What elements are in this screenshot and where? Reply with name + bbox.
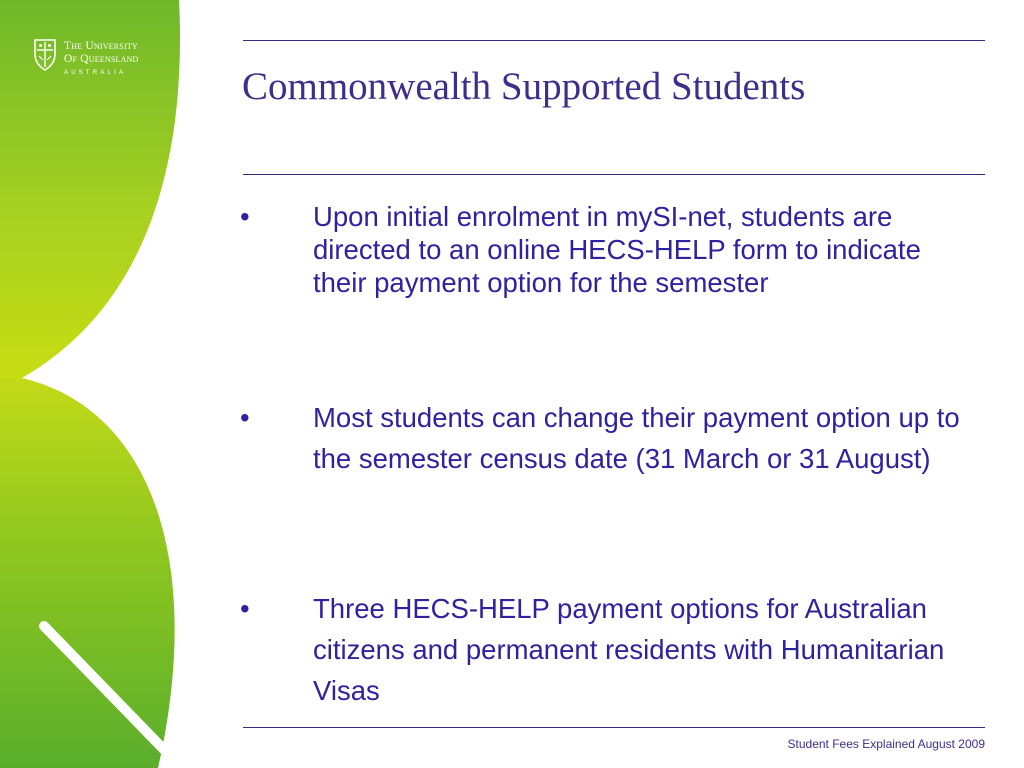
- bullet-text: Three HECS-HELP payment options for Australian citizens and permanent residents with Humanitarian Visas: [313, 593, 945, 706]
- bullet-text: Upon initial enrolment in mySI-net, students are directed to an online HECS-HELP form to indicate their payment option for the semester: [313, 201, 921, 298]
- side-decoration: [0, 0, 200, 768]
- logo-line-australia: AUSTRALIA: [64, 70, 127, 76]
- side-lower-shape: [0, 378, 175, 768]
- footer-text: Student Fees Explained August 2009: [787, 737, 985, 751]
- title-underline-rule: [243, 174, 985, 175]
- logo-line-university: The University: [64, 40, 138, 52]
- slide-title: Commonwealth Supported Students: [242, 65, 806, 108]
- bullet-text: Most students can change their payment option up to the semester census date (31 March or 31 August): [313, 402, 960, 474]
- bullet-marker: •: [240, 201, 250, 232]
- university-logo: [32, 38, 172, 84]
- bullet-marker: •: [240, 593, 250, 624]
- logo-line-queensland: Of Queensland: [64, 53, 139, 65]
- top-rule: [243, 40, 985, 41]
- university-crest-icon: [32, 38, 58, 72]
- footer-rule: [243, 727, 985, 728]
- bullet-marker: •: [240, 402, 250, 433]
